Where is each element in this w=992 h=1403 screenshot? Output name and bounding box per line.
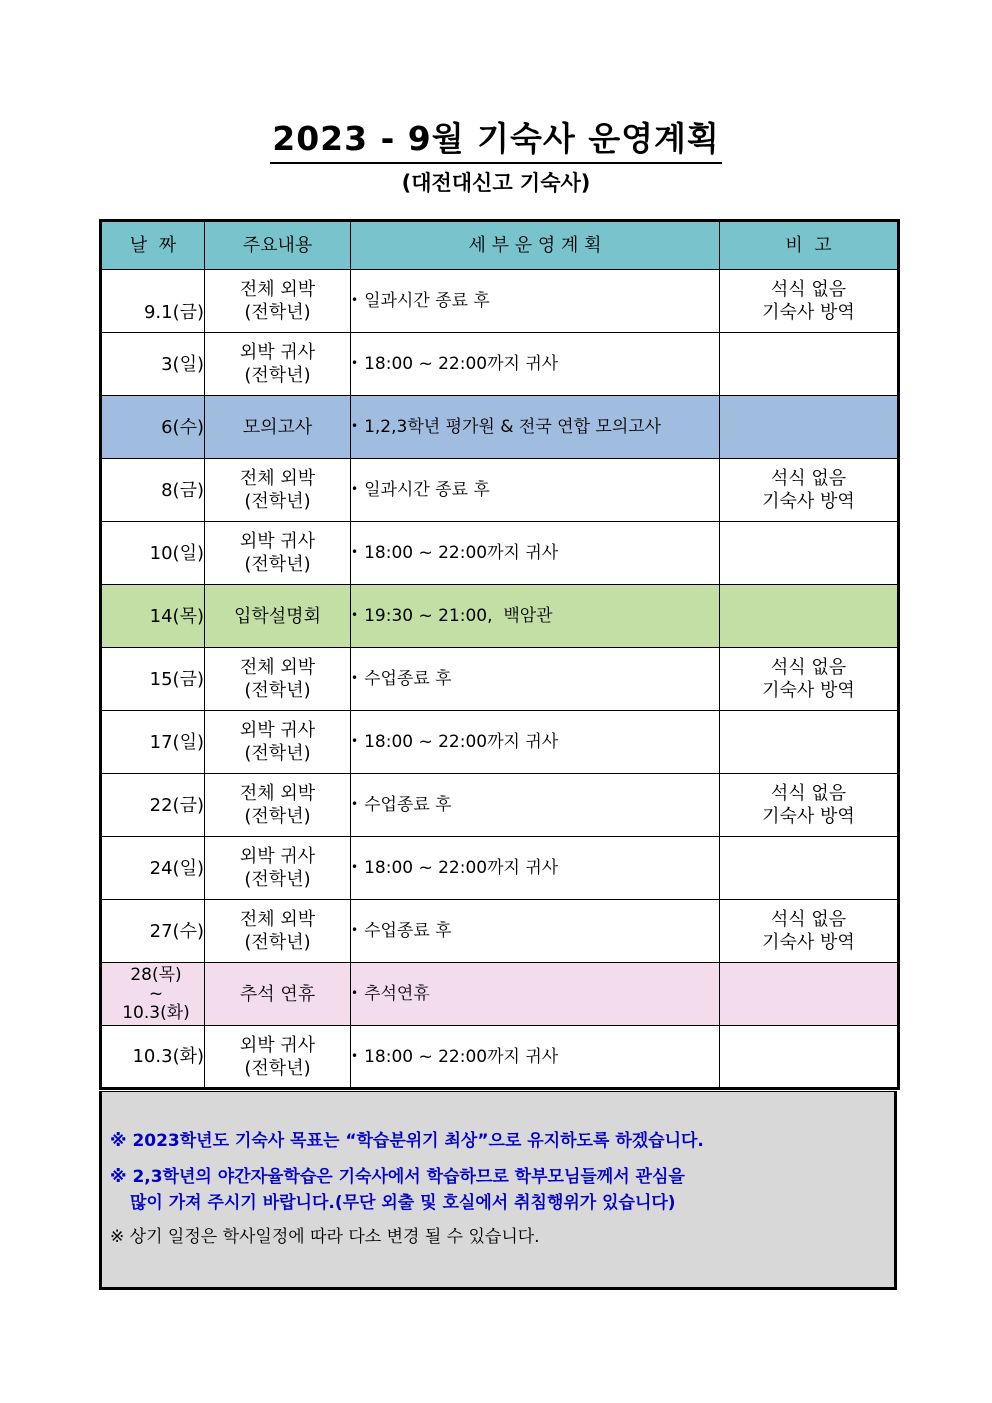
page-subtitle: (대전대신고 기숙사) xyxy=(401,171,591,195)
row-date: 17(일) xyxy=(101,711,205,774)
note-dorm-goal: ※ 2023학년도 기숙사 목표는 “학습분위기 최상”으로 유지하도록 하겠습니다. xyxy=(110,1131,704,1151)
row-note xyxy=(720,522,899,585)
page-title-wrap xyxy=(0,118,992,164)
note-night-study: ※ 2,3학년의 야간자율학습은 기숙사에서 학습하므로 학부모님들께서 관심을 많이 가져 주시기 바랍니다.(무단 외출 및 호실에서 취침행위가 있습니다) xyxy=(110,1167,685,1213)
row-note: 석식 없음 기숙사 방역 xyxy=(720,459,899,522)
table-row xyxy=(101,648,899,711)
row-detail: • 수업종료 후 xyxy=(351,648,720,711)
row-content: 외박 귀사 (전학년) xyxy=(205,1026,351,1089)
table-row xyxy=(101,774,899,837)
row-detail: • 수업종료 후 xyxy=(351,774,720,837)
table-row xyxy=(101,837,899,900)
schedule-table xyxy=(99,219,900,1090)
table-row xyxy=(101,711,899,774)
table-row xyxy=(101,396,899,459)
row-content: 외박 귀사 (전학년) xyxy=(205,522,351,585)
row-content: 외박 귀사 (전학년) xyxy=(205,333,351,396)
table-row xyxy=(101,1026,899,1089)
row-note xyxy=(720,333,899,396)
table-row xyxy=(101,459,899,522)
row-note xyxy=(720,585,899,648)
row-date: 15(금) xyxy=(101,648,205,711)
row-detail: • 18:00 ~ 22:00까지 귀사 xyxy=(351,1026,720,1089)
row-content: 전체 외박 (전학년) xyxy=(205,774,351,837)
row-detail: • 18:00 ~ 22:00까지 귀사 xyxy=(351,522,720,585)
row-content: 입학설명회 xyxy=(205,585,351,648)
row-detail: • 18:00 ~ 22:00까지 귀사 xyxy=(351,837,720,900)
row-content: 전체 외박 (전학년) xyxy=(205,459,351,522)
row-date: 24(일) xyxy=(101,837,205,900)
table-row xyxy=(101,963,899,1026)
row-date: 28(목) ~ 10.3(화) xyxy=(101,963,205,1026)
row-note: 석식 없음 기숙사 방역 xyxy=(720,900,899,963)
table-row xyxy=(101,900,899,963)
row-note: 석식 없음 기숙사 방역 xyxy=(720,648,899,711)
row-note xyxy=(720,711,899,774)
row-detail: • 18:00 ~ 22:00까지 귀사 xyxy=(351,333,720,396)
table-row xyxy=(101,333,899,396)
row-date: 6(수) xyxy=(101,396,205,459)
header-detail: 세 부 운 영 계 획 xyxy=(351,221,720,270)
header-note: 비 고 xyxy=(720,221,899,270)
header-content: 주요내용 xyxy=(205,221,351,270)
table-row xyxy=(101,522,899,585)
row-detail: • 1,2,3학년 평가원 & 전국 연합 모의고사 xyxy=(351,396,720,459)
row-content: 전체 외박 (전학년) xyxy=(205,648,351,711)
row-date: 8(금) xyxy=(101,459,205,522)
row-content: 모의고사 xyxy=(205,396,351,459)
row-note xyxy=(720,963,899,1026)
row-note: 석식 없음 기숙사 방역 xyxy=(720,270,899,333)
table-row xyxy=(101,270,899,333)
row-date: 10(일) xyxy=(101,522,205,585)
page-title: 2023 - 9월 기숙사 운영계획 xyxy=(270,118,721,164)
header-date: 날 짜 xyxy=(101,221,205,270)
row-date: 9.1(금) xyxy=(101,270,205,333)
row-content: 외박 귀사 (전학년) xyxy=(205,711,351,774)
row-detail: • 19:30 ~ 21:00, 백암관 xyxy=(351,585,720,648)
row-date: 3(일) xyxy=(101,333,205,396)
table-row xyxy=(101,585,899,648)
row-content: 전체 외박 (전학년) xyxy=(205,900,351,963)
row-detail: • 일과시간 종료 후 xyxy=(351,270,720,333)
table-header-row xyxy=(101,221,899,270)
row-detail: • 수업종료 후 xyxy=(351,900,720,963)
row-content: 전체 외박 (전학년) xyxy=(205,270,351,333)
row-note xyxy=(720,1026,899,1089)
row-content: 외박 귀사 (전학년) xyxy=(205,837,351,900)
row-detail: • 일과시간 종료 후 xyxy=(351,459,720,522)
row-note: 석식 없음 기숙사 방역 xyxy=(720,774,899,837)
note-schedule-change: ※ 상기 일정은 학사일정에 따라 다소 변경 될 수 있습니다. xyxy=(110,1227,540,1247)
row-date: 27(수) xyxy=(101,900,205,963)
row-date: 22(금) xyxy=(101,774,205,837)
row-date: 14(목) xyxy=(101,585,205,648)
row-note xyxy=(720,396,899,459)
row-detail: • 추석연휴 xyxy=(351,963,720,1026)
row-detail: • 18:00 ~ 22:00까지 귀사 xyxy=(351,711,720,774)
row-note xyxy=(720,837,899,900)
notes-box xyxy=(99,1091,897,1290)
row-content: 추석 연휴 xyxy=(205,963,351,1026)
row-date: 10.3(화) xyxy=(101,1026,205,1089)
